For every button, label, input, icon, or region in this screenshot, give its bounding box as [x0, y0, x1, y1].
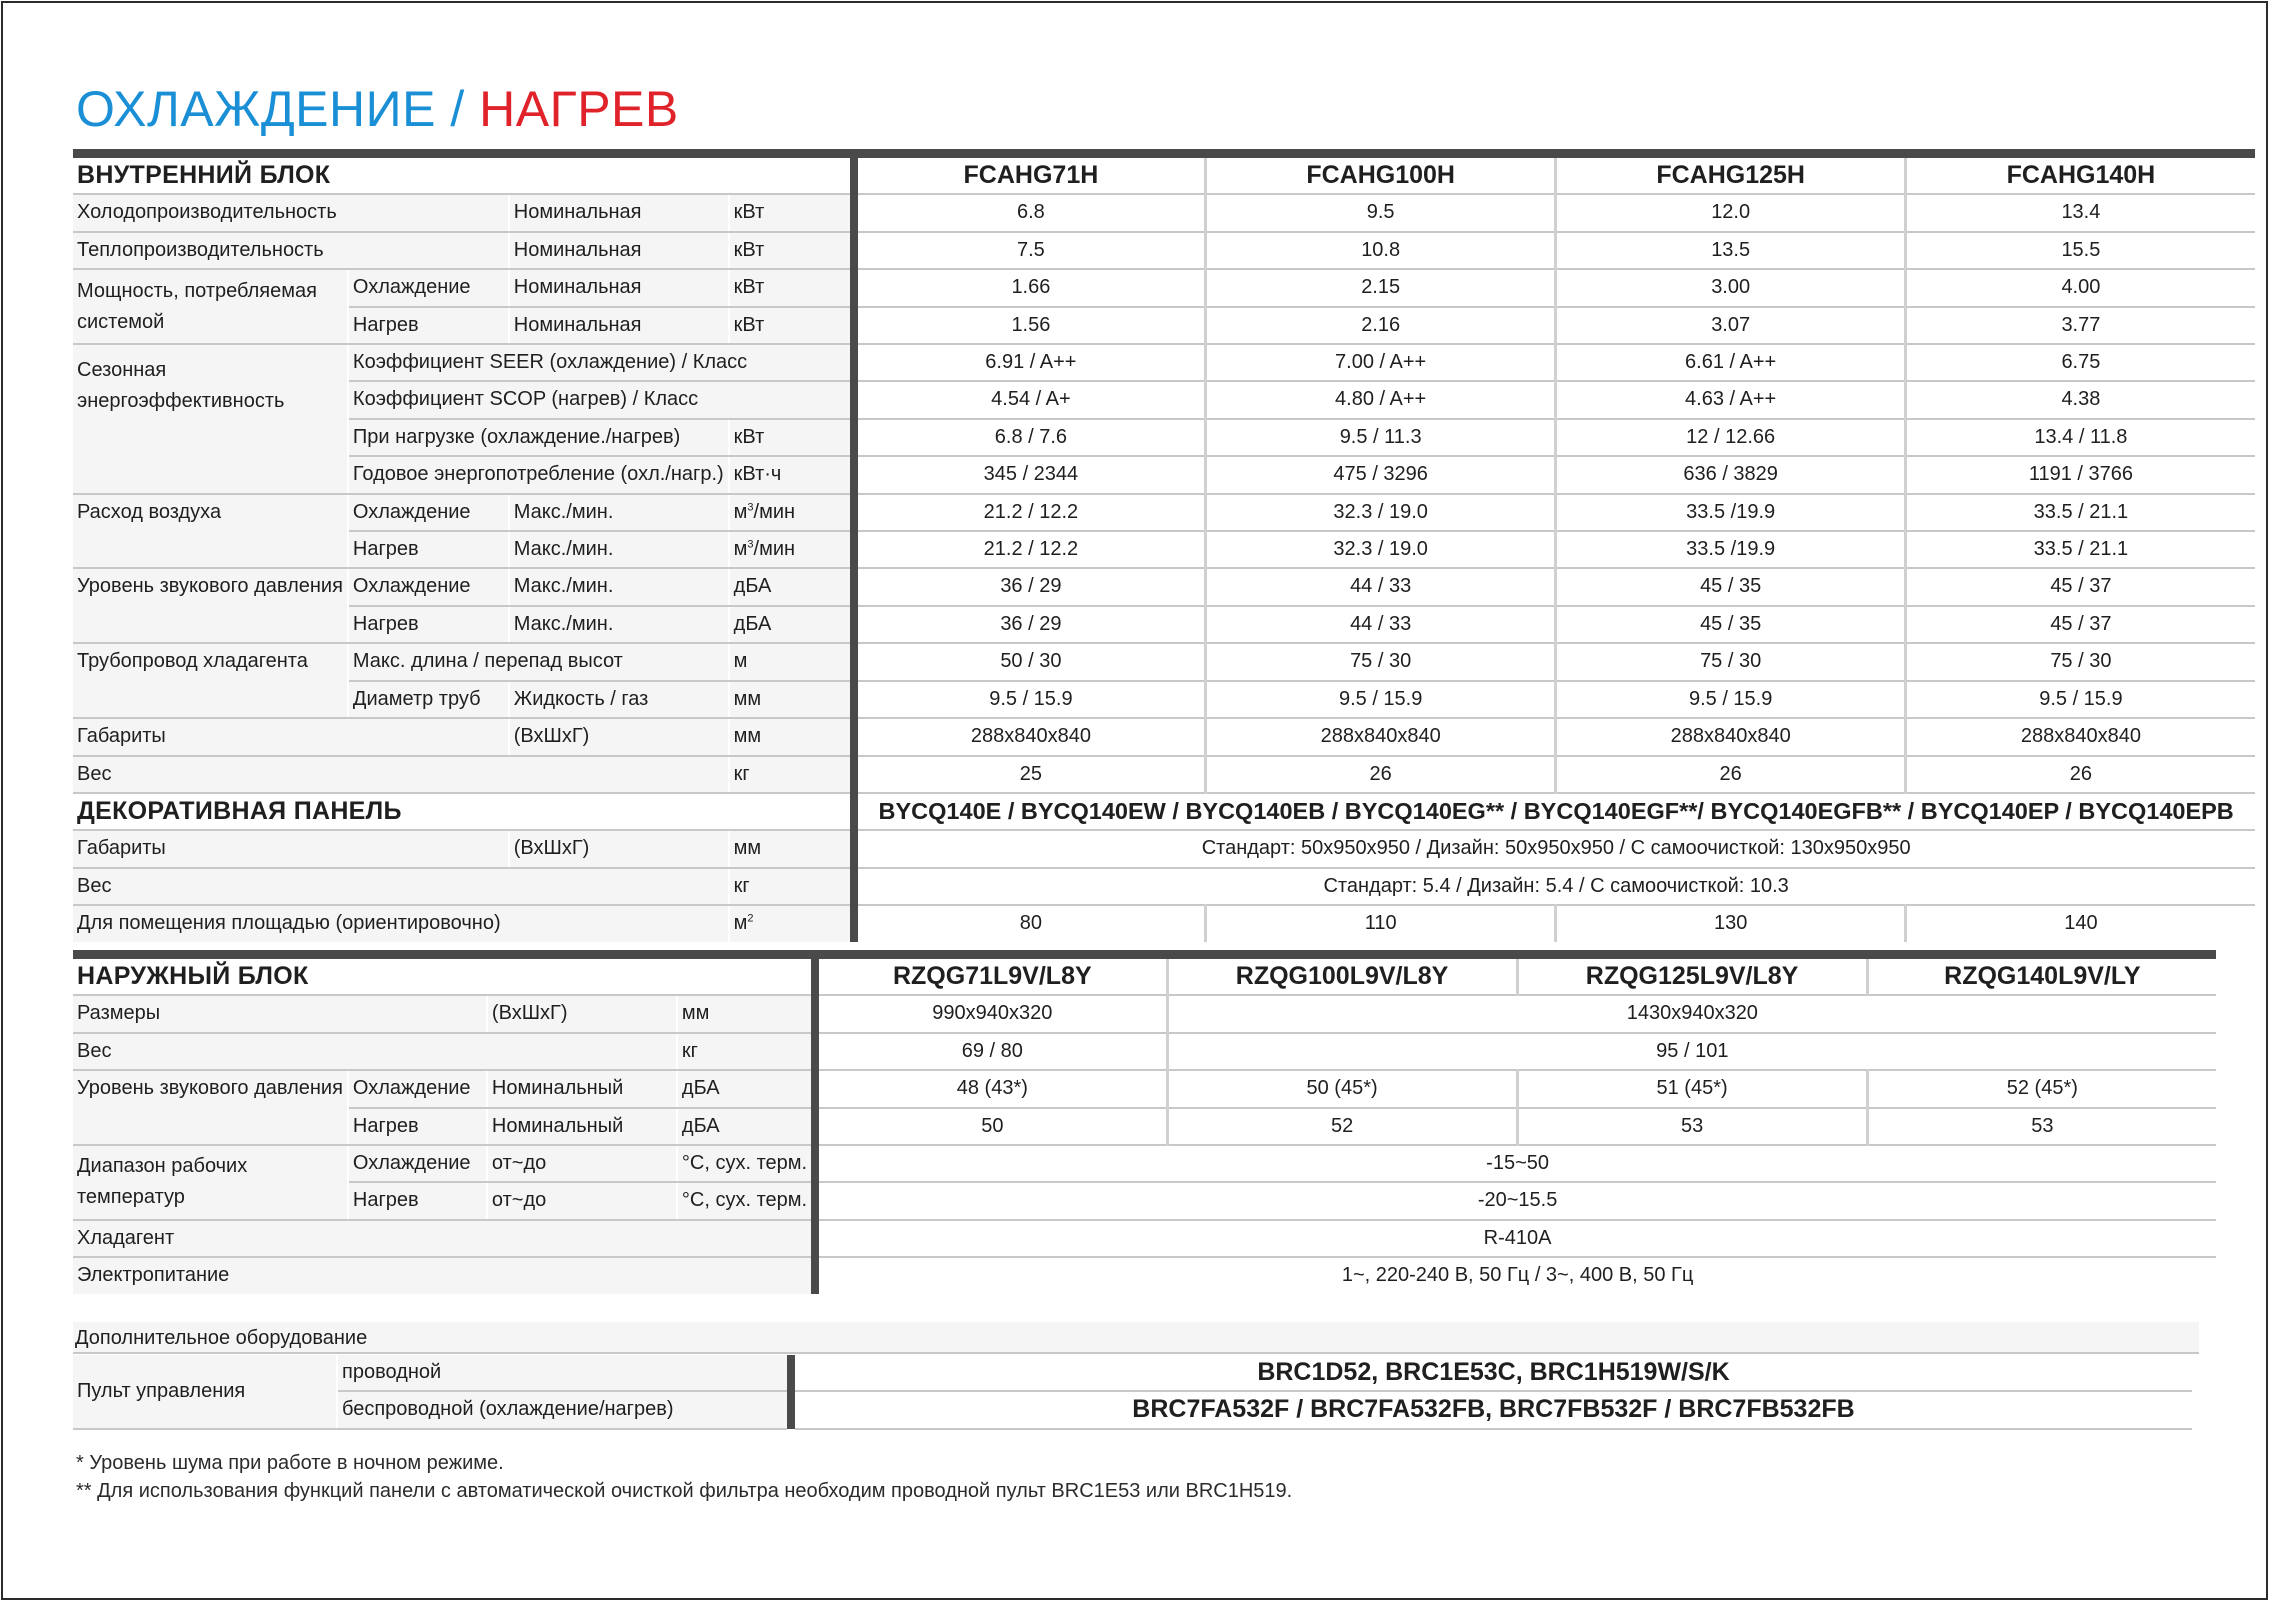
table-row: [73, 456, 2255, 493]
row-label: Размеры: [73, 995, 487, 1032]
cell-value: 95 / 101: [1167, 1033, 2216, 1070]
cell-value: 9.5 / 15.9: [1206, 681, 1556, 718]
outdoor-model: RZQG71L9V/L8Y: [819, 959, 1167, 995]
cell-value: 1.56: [858, 307, 1206, 344]
row-unit: кВт: [729, 194, 850, 231]
cell-value: 12 / 12.66: [1556, 419, 1906, 456]
cell-value: 288x840x840: [1906, 718, 2255, 755]
cell-value: 1430x940x320: [1167, 995, 2216, 1032]
row-sublabel: проводной: [337, 1355, 787, 1391]
cell-value: 25: [858, 756, 1206, 793]
cell-value: R-410A: [819, 1220, 2216, 1257]
cell-value: 636 / 3829: [1556, 456, 1906, 493]
row-label: Трубопровод хладагента: [73, 643, 348, 718]
cell-value: 990x940x320: [819, 995, 1167, 1032]
row-mode: Нагрев: [348, 1108, 487, 1145]
indoor-header-row: [73, 158, 2255, 194]
row-label: Сезонная энергоэффективность: [73, 344, 348, 494]
cell-value: -15~50: [819, 1145, 2216, 1182]
cell-value: 26: [1206, 756, 1556, 793]
cell-value: 45 / 35: [1556, 568, 1906, 605]
row-sublabel: (ВхШхГ): [509, 718, 729, 755]
row-label: Уровень звукового давления: [73, 568, 348, 643]
indoor-model: FCAHG125H: [1556, 158, 1906, 194]
outdoor-model: RZQG100L9V/L8Y: [1167, 959, 1517, 995]
cell-value: 36 / 29: [858, 606, 1206, 643]
table-row: [73, 419, 2255, 456]
row-unit: кВт: [729, 269, 850, 306]
table-row: [73, 1182, 2216, 1219]
table-row: [73, 568, 2255, 605]
row-label: Холодопроизводительность: [73, 194, 509, 231]
indoor-model: FCAHG140H: [1906, 158, 2255, 194]
row-label: Электропитание: [73, 1257, 811, 1293]
cell-value: 288x840x840: [858, 718, 1206, 755]
cell-value: 6.75: [1906, 344, 2255, 381]
row-unit: кВт·ч: [729, 456, 850, 493]
cell-value: 7.00 / A++: [1206, 344, 1556, 381]
cell-value: 26: [1906, 756, 2255, 793]
row-unit: мм: [729, 830, 850, 867]
row-label: Габариты: [73, 718, 509, 755]
cell-value: 52 (45*): [1867, 1070, 2216, 1107]
cell-value: 288x840x840: [1556, 718, 1906, 755]
cell-value: 53: [1867, 1108, 2216, 1145]
row-label: Расход воздуха: [73, 494, 348, 569]
cell-value: BRC1D52, BRC1E53C, BRC1H519W/S/K: [795, 1355, 2192, 1391]
cell-value: 69 / 80: [819, 1033, 1167, 1070]
row-unit: кВт: [729, 419, 850, 456]
cell-value: 45 / 37: [1906, 606, 2255, 643]
indoor-model: FCAHG100H: [1206, 158, 1556, 194]
outdoor-model: RZQG125L9V/L8Y: [1517, 959, 1867, 995]
row-label: Вес: [73, 1033, 677, 1070]
row-sublabel: Номинальная: [509, 307, 729, 344]
panel-header: ДЕКОРАТИВНАЯ ПАНЕЛЬ: [73, 793, 850, 830]
footnote: ** Для использования функций панели с автоматической очисткой фильтра необходим проводной пульт BRC1E53 или BRC1H519.: [76, 1480, 1293, 1502]
cell-value: 130: [1556, 905, 1906, 941]
cell-value: 48 (43*): [819, 1070, 1167, 1107]
cell-value: 4.80 / A++: [1206, 381, 1556, 418]
table-row: [73, 1108, 2216, 1145]
table-row: [73, 718, 2255, 755]
table-row: [73, 1220, 2216, 1257]
cell-value: 6.61 / A++: [1556, 344, 1906, 381]
cell-value: 12.0: [1556, 194, 1906, 231]
panel-models: BYCQ140E / BYCQ140EW / BYCQ140EB / BYCQ140EG** / BYCQ140EGF**/ BYCQ140EGFB** / BYCQ140EP / BYCQ140EPB: [858, 793, 2255, 830]
table-row: [73, 905, 2255, 941]
row-sublabel: (ВхШхГ): [509, 830, 729, 867]
table-row: [73, 1145, 2216, 1182]
cell-value: 50: [819, 1108, 1167, 1145]
cell-value: Стандарт: 5.4 / Дизайн: 5.4 / С самоочисткой: 10.3: [858, 868, 2255, 905]
cell-value: 7.5: [858, 232, 1206, 269]
row-unit: $м^3$/мин: [729, 494, 850, 531]
cell-value: 9.5 / 15.9: [1556, 681, 1906, 718]
row-sublabel: Жидкость / газ: [509, 681, 729, 718]
row-sublabel: Макс./мин.: [509, 494, 729, 531]
cell-value: 4.63 / A++: [1556, 381, 1906, 418]
outdoor-unit-table: [73, 950, 2216, 1294]
row-mode: Охлаждение: [348, 568, 509, 605]
cell-value: Стандарт: 50x950x950 / Дизайн: 50x950x950 / С самоочисткой: 130x950x950: [858, 830, 2255, 867]
table-row: [73, 1070, 2216, 1107]
row-unit: кВт: [729, 307, 850, 344]
row-sublabel: Номинальная: [509, 232, 729, 269]
cell-value: 1191 / 3766: [1906, 456, 2255, 493]
cell-value: 288x840x840: [1206, 718, 1556, 755]
cell-value: 3.07: [1556, 307, 1906, 344]
outdoor-header: НАРУЖНЫЙ БЛОК: [73, 959, 811, 995]
row-label: Мощность, потребляемая системой: [73, 269, 348, 344]
table-row: [73, 756, 2255, 793]
footnotes: [76, 1449, 1292, 1505]
row-sublabel: от~до: [487, 1182, 677, 1219]
indoor-header: ВНУТРЕННИЙ БЛОК: [73, 158, 850, 194]
table-row: [73, 1391, 2192, 1428]
cell-value: 9.5 / 15.9: [858, 681, 1206, 718]
column-separator: [850, 158, 858, 194]
cell-value: 3.00: [1556, 269, 1906, 306]
cell-value: -20~15.5: [819, 1182, 2216, 1219]
cell-value: 26: [1556, 756, 1906, 793]
row-unit: $м^2$: [729, 905, 850, 941]
cell-value: 110: [1206, 905, 1556, 941]
row-mode: Охлаждение: [348, 1070, 487, 1107]
row-mode: Охлаждение: [348, 494, 509, 531]
row-unit: мм: [729, 681, 850, 718]
row-unit: кг: [729, 868, 850, 905]
cell-value: 9.5 / 11.3: [1206, 419, 1556, 456]
row-label: Уровень звукового давления: [73, 1070, 348, 1145]
table-row: [73, 995, 2216, 1032]
row-unit: $м^3$/мин: [729, 531, 850, 568]
row-sublabel: Годовое энергопотребление (охл./нагр.): [348, 456, 729, 493]
row-sublabel: Макс./мин.: [509, 606, 729, 643]
footnote: * Уровень шума при работе в ночном режиме.: [76, 1452, 504, 1474]
table-row: [73, 643, 2255, 680]
accessories-table: [73, 1355, 2192, 1430]
table-row: [73, 232, 2255, 269]
cell-value: 33.5 / 21.1: [1906, 494, 2255, 531]
cell-value: 13.5: [1556, 232, 1906, 269]
row-label: Хладагент: [73, 1220, 811, 1257]
table-row: [73, 1355, 2192, 1391]
row-label: Для помещения площадью (ориентировочно): [73, 905, 729, 941]
cell-value: 75 / 30: [1906, 643, 2255, 680]
row-unit: дБА: [729, 606, 850, 643]
row-label: Пульт управления: [73, 1355, 337, 1429]
row-mode: Нагрев: [348, 606, 509, 643]
cell-value: 13.4: [1906, 194, 2255, 231]
row-unit: дБА: [677, 1070, 811, 1107]
cell-value: BRC7FA532F / BRC7FA532FB, BRC7FB532F / BRC7FB532FB: [795, 1391, 2192, 1428]
cell-value: 1~, 220-240 В, 50 Гц / 3~, 400 В, 50 Гц: [819, 1257, 2216, 1293]
row-sublabel: Номинальная: [509, 269, 729, 306]
table-row: [73, 531, 2255, 568]
outdoor-model: RZQG140L9V/LY: [1867, 959, 2216, 995]
cell-value: 6.8: [858, 194, 1206, 231]
cell-value: 52: [1167, 1108, 1517, 1145]
row-mode: Диаметр труб: [348, 681, 509, 718]
cell-value: 45 / 35: [1556, 606, 1906, 643]
cell-value: 6.91 / A++: [858, 344, 1206, 381]
outdoor-header-row: [73, 959, 2216, 995]
cell-value: 9.5 / 15.9: [1906, 681, 2255, 718]
row-sublabel: Макс./мин.: [509, 531, 729, 568]
row-mode: Охлаждение: [348, 269, 509, 306]
cell-value: 33.5 /19.9: [1556, 531, 1906, 568]
cell-value: 10.8: [1206, 232, 1556, 269]
cell-value: 4.00: [1906, 269, 2255, 306]
cell-value: 33.5 /19.9: [1556, 494, 1906, 531]
cell-value: 345 / 2344: [858, 456, 1206, 493]
row-label: Теплопроизводительность: [73, 232, 509, 269]
cell-value: 53: [1517, 1108, 1867, 1145]
cell-value: 50 / 30: [858, 643, 1206, 680]
cell-value: 75 / 30: [1556, 643, 1906, 680]
cell-value: 2.15: [1206, 269, 1556, 306]
table-row: [73, 381, 2255, 418]
row-unit: дБА: [677, 1108, 811, 1145]
row-sublabel: от~до: [487, 1145, 677, 1182]
row-sublabel: Макс./мин.: [509, 568, 729, 605]
row-unit: °C, сух. терм.: [677, 1182, 811, 1219]
row-mode: Нагрев: [348, 1182, 487, 1219]
title-heating: НАГРЕВ: [479, 81, 679, 137]
cell-value: 15.5: [1906, 232, 2255, 269]
page-title: [76, 80, 679, 138]
cell-value: 32.3 / 19.0: [1206, 531, 1556, 568]
cell-value: 36 / 29: [858, 568, 1206, 605]
row-unit: дБА: [729, 568, 850, 605]
cell-value: 4.38: [1906, 381, 2255, 418]
table-row: [73, 494, 2255, 531]
table-row: [73, 194, 2255, 231]
table-row: [73, 307, 2255, 344]
indoor-unit-table: [73, 149, 2255, 942]
row-unit: мм: [677, 995, 811, 1032]
row-unit: °C, сух. терм.: [677, 1145, 811, 1182]
cell-value: 33.5 / 21.1: [1906, 531, 2255, 568]
row-sublabel: При нагрузке (охлаждение./нагрев): [348, 419, 729, 456]
row-sublabel: (ВхШхГ): [487, 995, 677, 1032]
row-unit: кг: [729, 756, 850, 793]
cell-value: 13.4 / 11.8: [1906, 419, 2255, 456]
cell-value: 1.66: [858, 269, 1206, 306]
row-mode: Нагрев: [348, 307, 509, 344]
row-mode: Нагрев: [348, 531, 509, 568]
cell-value: 32.3 / 19.0: [1206, 494, 1556, 531]
cell-value: 3.77: [1906, 307, 2255, 344]
table-row: [73, 681, 2255, 718]
title-cooling: ОХЛАЖДЕНИЕ: [76, 81, 436, 137]
cell-value: 475 / 3296: [1206, 456, 1556, 493]
row-unit: мм: [729, 718, 850, 755]
cell-value: 44 / 33: [1206, 606, 1556, 643]
cell-value: 75 / 30: [1206, 643, 1556, 680]
cell-value: 45 / 37: [1906, 568, 2255, 605]
cell-value: 2.16: [1206, 307, 1556, 344]
cell-value: 80: [858, 905, 1206, 941]
table-row: [73, 269, 2255, 306]
row-sublabel: Номинальный: [487, 1108, 677, 1145]
table-row: [73, 344, 2255, 381]
row-label: Вес: [73, 868, 729, 905]
cell-value: 6.8 / 7.6: [858, 419, 1206, 456]
row-sublabel: Макс. длина / перепад высот: [348, 643, 729, 680]
cell-value: 51 (45*): [1517, 1070, 1867, 1107]
cell-value: 140: [1906, 905, 2255, 941]
cell-value: 4.54 / A+: [858, 381, 1206, 418]
row-mode: Охлаждение: [348, 1145, 487, 1182]
indoor-model: FCAHG71H: [858, 158, 1206, 194]
row-unit: кВт: [729, 232, 850, 269]
table-row: [73, 830, 2255, 867]
cell-value: 21.2 / 12.2: [858, 494, 1206, 531]
row-unit: м: [729, 643, 850, 680]
table-row: [73, 606, 2255, 643]
panel-header-row: [73, 793, 2255, 830]
accessories-title: Дополнительное оборудование: [73, 1322, 2199, 1354]
row-sublabel: беспроводной (охлаждение/нагрев): [337, 1391, 787, 1428]
table-row: [73, 868, 2255, 905]
cell-value: 21.2 / 12.2: [858, 531, 1206, 568]
title-separator: /: [450, 81, 465, 137]
cell-value: 50 (45*): [1167, 1070, 1517, 1107]
row-sublabel: Номинальная: [509, 194, 729, 231]
row-sublabel: Коэффициент SEER (охлаждение) / Класс: [348, 344, 850, 381]
row-label: Вес: [73, 756, 729, 793]
row-unit: кг: [677, 1033, 811, 1070]
table-row: [73, 1257, 2216, 1293]
row-sublabel: Коэффициент SCOP (нагрев) / Класс: [348, 381, 850, 418]
row-label: Габариты: [73, 830, 509, 867]
table-row: [73, 1033, 2216, 1070]
row-sublabel: Номинальный: [487, 1070, 677, 1107]
cell-value: 44 / 33: [1206, 568, 1556, 605]
cell-value: 9.5: [1206, 194, 1556, 231]
row-label: Диапазон рабочих температур: [73, 1145, 348, 1220]
